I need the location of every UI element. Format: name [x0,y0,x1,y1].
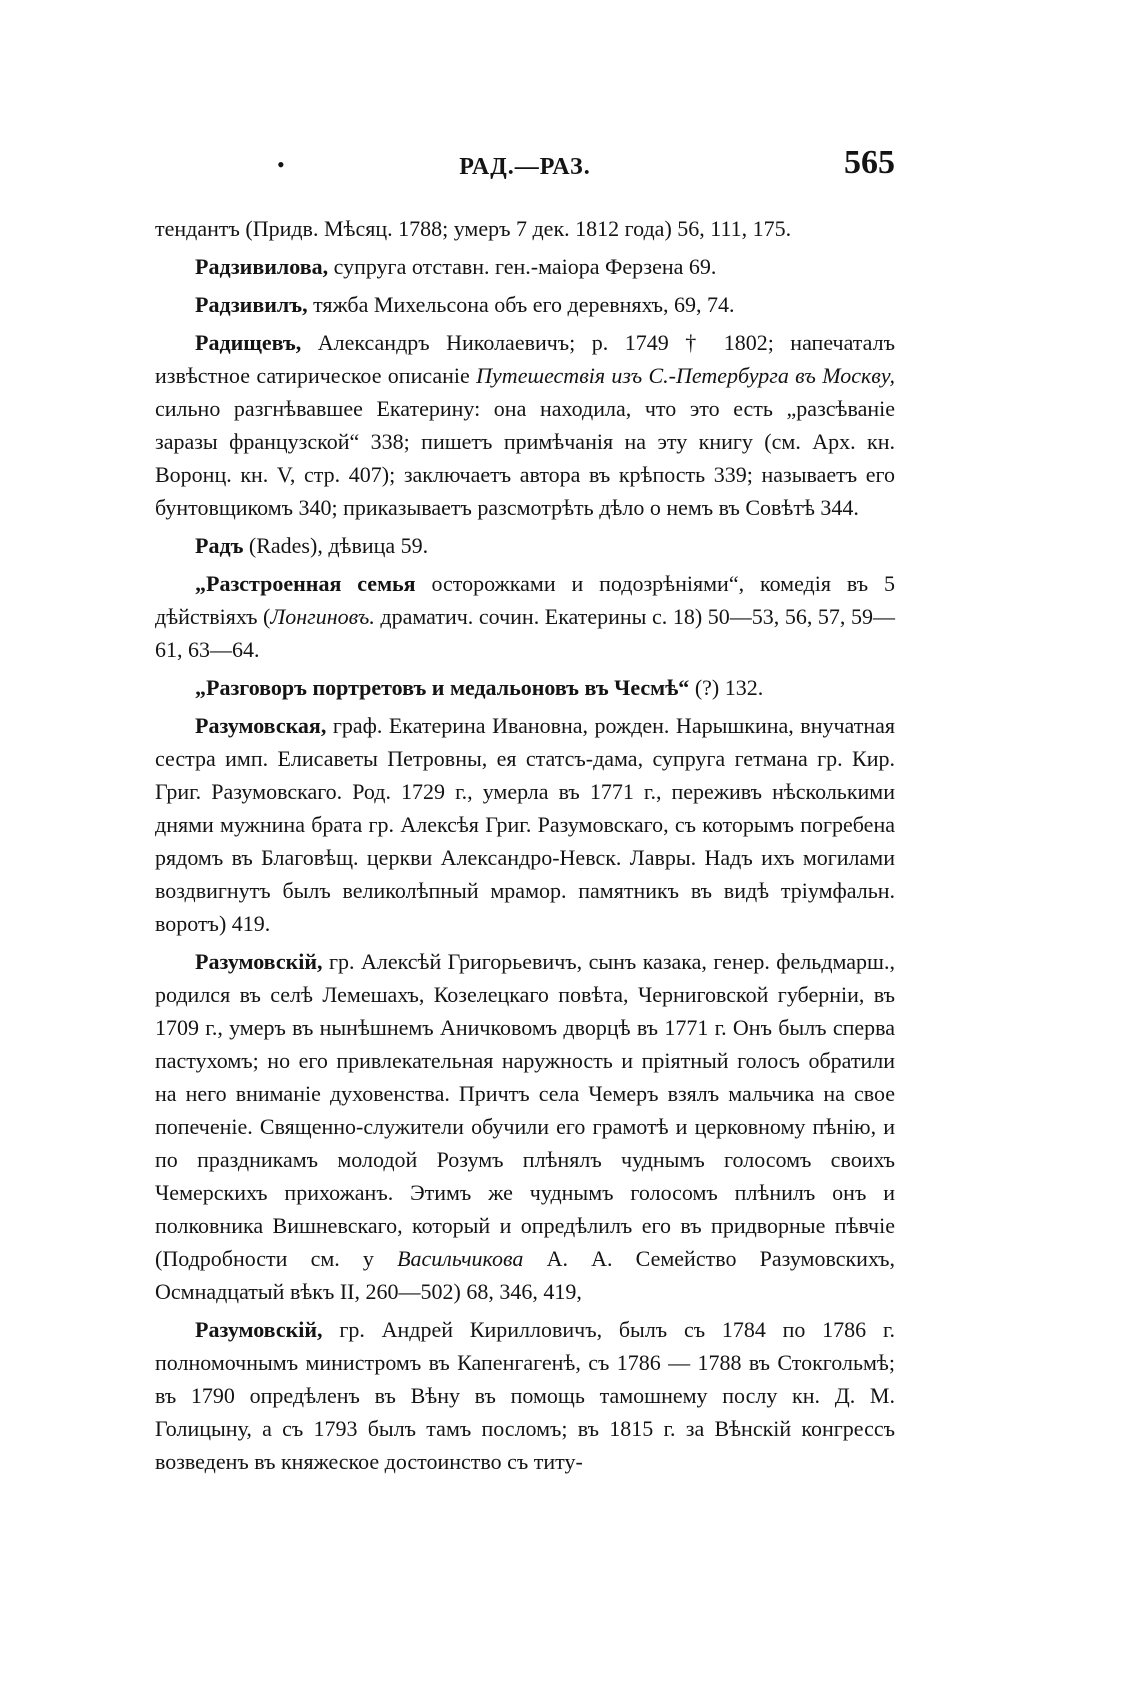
page-number: 565 [844,144,895,181]
entry-headword: Разумовскій, [195,949,323,974]
entry-italic-title: Путешествія изъ С.-Петербурга въ Москву, [476,363,895,388]
index-entry [155,250,895,283]
index-entry [155,326,895,524]
running-head: РАД.—РАЗ. [459,154,591,180]
entry-text: супруга отставн. ген.-маіора Ферзена 69. [328,254,717,279]
entry-headword: Разумовскій, [195,1317,323,1342]
entry-headword: Радзивилъ, [195,292,308,317]
entry-text: гр. Андрей Кирилловичъ, былъ съ 1784 по 1786 г. полномочнымъ министромъ въ Капенгагенѣ, съ 1786 — 1788 въ Стокгольмѣ; въ 1790 опредѣленъ въ Вѣну въ помощь тамошнему послу кн. Д. М. Голицыну, а съ 1793 былъ тамъ посломъ; въ 1815 г. за Вѣнскій конгрессъ возведенъ въ княжеское достоинство съ титу- [155,1317,895,1474]
index-entry [155,945,895,1308]
entry-text: (Rades), дѣвица 59. [243,533,429,558]
entry-headword: Разумовская, [195,713,327,738]
entry-text: гр. Алексѣй Григорьевичъ, сынъ казака, генер. фельдмарш., родился въ селѣ Лемешахъ, Козелецкаго повѣта, Черниговской губерніи, въ 1709 г., умеръ въ нынѣшнемъ Аничковомъ дворцѣ въ 1771 г. Онъ былъ сперва пастухомъ; но его привлекательная наружность и пріятный голосъ обратили на него вниманіе духовенства. Причтъ села Чемеръ взялъ мальчика на свое попеченіе. Священно-служители обучили его грамотѣ и церковному пѣнію, и по праздникамъ молодой Розумъ плѣнялъ чуднымъ голосомъ своихъ Чемерскихъ прихожанъ. Этимъ же чуднымъ голосомъ плѣнилъ онъ и полковника Вишневскаго, который и опредѣлилъ его въ придворные пѣвчіе (Подробности см. у [155,949,895,1271]
header-dot: • [277,152,285,177]
entry-text: А. А. Семейство Разумовскихъ, Осмнадцатый вѣкъ II, 260—502) 68, 346, 419, [155,1246,895,1304]
entry-headword: Радъ [195,533,244,558]
entry-headword: Радищевъ, [195,330,302,355]
entry-text: тендантъ (Придв. Мѣсяц. 1788; умеръ 7 дек. 1812 года) 56, 111, 175. [155,216,792,241]
entry-italic-title: Лонгиновъ. [270,604,375,629]
entry-text: тяжба Михельсона объ его деревняхъ, 69, 74. [307,292,735,317]
index-entry [155,1313,895,1478]
entry-headword: „Разговоръ портретовъ и медальоновъ въ Чесмѣ“ [195,675,690,700]
page-header [155,140,895,190]
entry-headword: Радзивилова, [195,254,329,279]
entry-text: граф. Екатерина Ивановна, рожден. Нарышкина, внучатная сестра имп. Елисаветы Петровны, ея статсъ-дама, супруга гетмана гр. Кир. Григ. Разумовскаго. Род. 1729 г., умерла въ 1771 г., переживъ нѣсколькими днями мужнина брата гр. Алексѣя Григ. Разумовскаго, съ которымъ погребена рядомъ въ Благовѣщ. церкви Александро-Невск. Лавры. Надъ ихъ могилами воздвигнутъ былъ великолѣпный мрамор. памятникъ въ видѣ тріумфальн. воротъ) 419. [155,713,895,936]
index-entry [155,709,895,940]
index-entry [155,529,895,562]
entry-text: сильно разгнѣвавшее Екатерину: она находила, что это есть „разсѣваніе заразы французской“ 338; пишетъ примѣчанія на эту книгу (см. Арх. кн. Воронц. кн. V, стр. 407); заключаетъ автора въ крѣпость 339; называетъ его бунтовщикомъ 340; приказываетъ разсмотрѣть дѣло о немъ въ Совѣтѣ 344. [155,396,895,520]
index-entries [155,212,895,1483]
entry-text: драматич. сочин. Екатерины с. 18) 50—53, 56, 57, 59—61, 63—64. [155,604,895,662]
index-entry [155,671,895,704]
entry-headword: „Разстроенная семья [195,571,416,596]
entry-italic-author: Васильчикова [397,1246,524,1271]
index-entry [155,288,895,321]
index-entry-continuation [155,212,895,245]
entry-text: осторожками и подозрѣніями“, комедія въ 5 дѣйствіяхъ ( [155,571,895,629]
entry-text: (?) 132. [689,675,764,700]
index-entry [155,567,895,666]
entry-text: Александръ Николаевичъ; р. 1749 † 1802; напечаталъ извѣстное сатирическое описаніе [155,330,895,388]
